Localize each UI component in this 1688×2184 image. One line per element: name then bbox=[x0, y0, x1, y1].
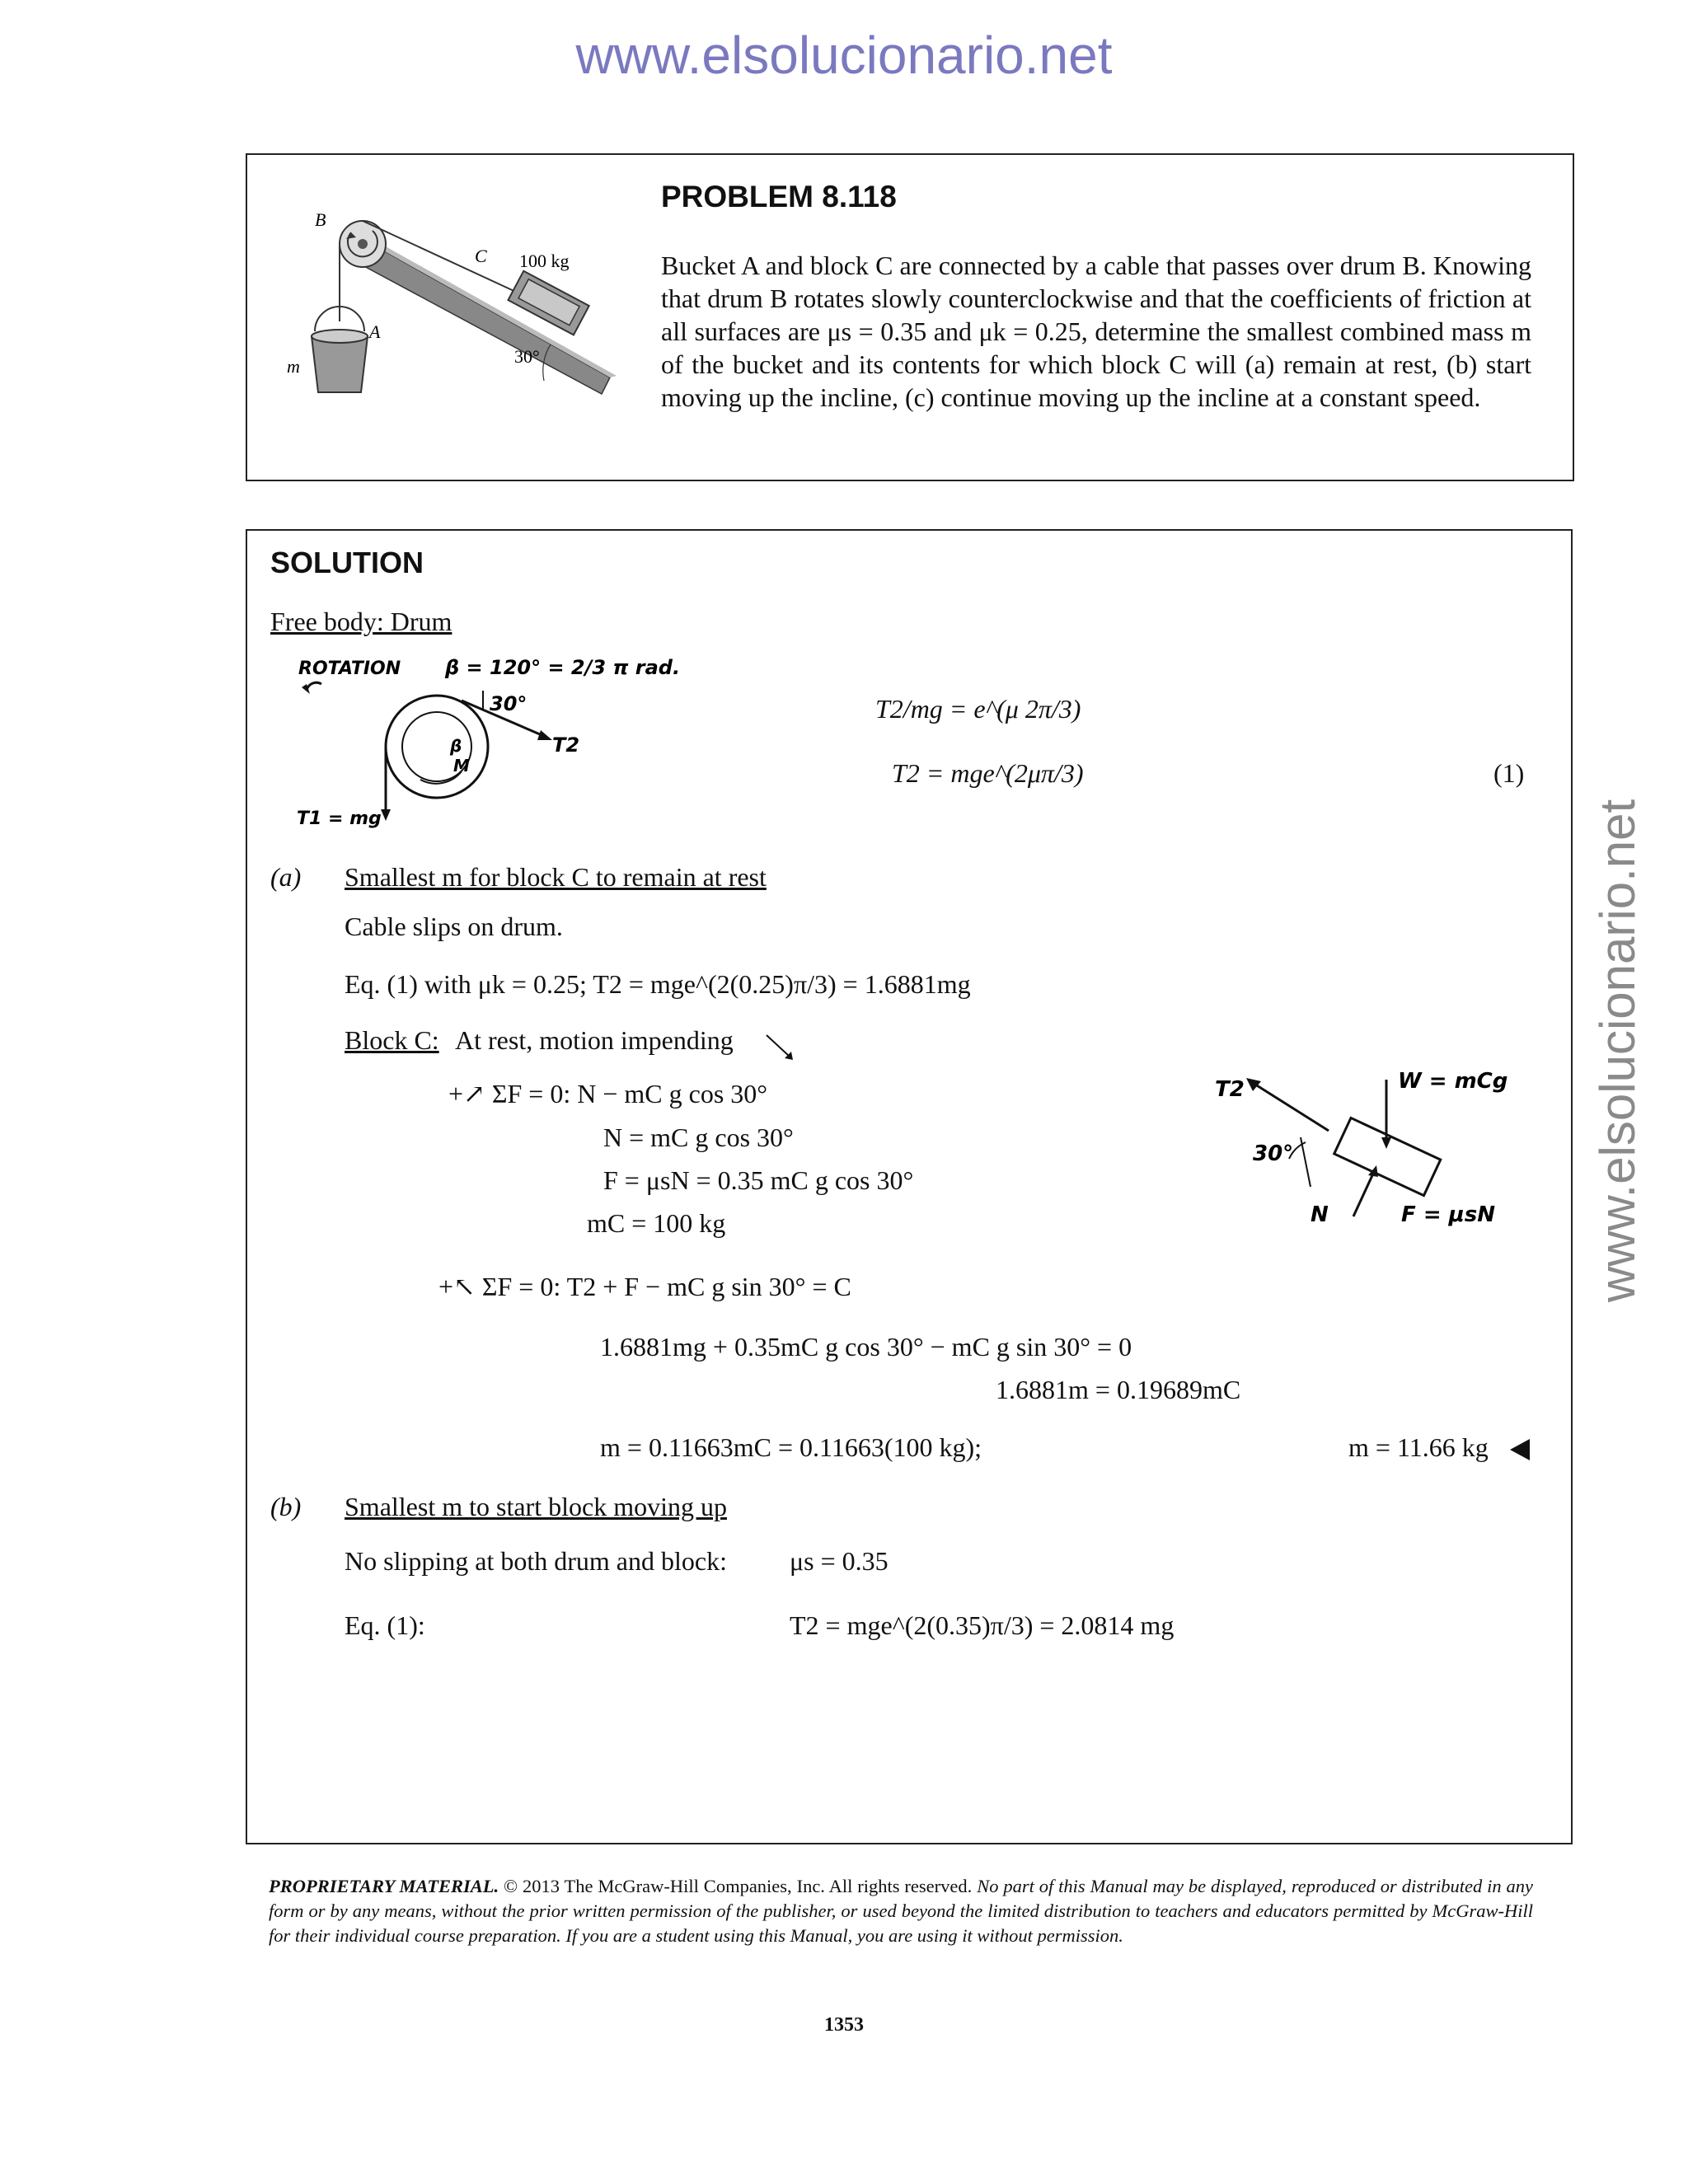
sum-forces-normal: +↗ ΣF = 0: N − mC g cos 30° bbox=[448, 1079, 768, 1108]
footer-copyright: © 2013 The McGraw-Hill Companies, Inc. All rights reserved. bbox=[504, 1876, 973, 1896]
block-c-text: At rest, motion impending bbox=[455, 1025, 734, 1055]
calc-line1: 1.6881mg + 0.35mC g cos 30° − mC g sin 30° = 0 bbox=[600, 1332, 1132, 1361]
rotation-label: ROTATION bbox=[298, 658, 401, 679]
eq1: T2 = mge^(2μπ/3) bbox=[892, 758, 1084, 788]
fbd-t2-label: T2 bbox=[1215, 1077, 1245, 1102]
part-b-heading: Smallest m to start block moving up bbox=[345, 1492, 727, 1521]
label-b: B bbox=[315, 209, 326, 230]
mc-equation: mC = 100 kg bbox=[587, 1208, 726, 1238]
part-b-eq-label: Eq. (1): bbox=[345, 1610, 425, 1640]
drum-beta-small: β bbox=[450, 736, 462, 756]
drum-m-small: M bbox=[453, 756, 470, 776]
problem-statement: Bucket A and block C are connected by a cable that passes over drum B. Knowing that drum B rotates slowly counterclockwise and that the coefficients of friction at all surfaces are μs = 0.35 and μk = 0.25, determine the smallest combined mass m of the bucket and its contents for which block C will (a) remain at rest, (b) start moving up the incline, (c) continue moving up the incline at a constant speed. bbox=[661, 251, 1531, 412]
problem-figure bbox=[272, 198, 635, 404]
footer-bold: PROPRIETARY MATERIAL. bbox=[269, 1876, 499, 1896]
part-b-label: (b) bbox=[270, 1492, 302, 1521]
watermark-side: www.elsolucionario.net bbox=[1590, 799, 1645, 1303]
drum-t1-label: T1 = mg bbox=[297, 808, 382, 829]
footer-notice bbox=[269, 1874, 1533, 1948]
fbd-w-label: W = mCg bbox=[1398, 1069, 1508, 1094]
f-equation: F = μsN = 0.35 mC g cos 30° bbox=[603, 1165, 914, 1195]
label-m: m bbox=[287, 356, 300, 377]
part-a-heading: Smallest m for block C to remain at rest bbox=[345, 862, 767, 892]
block-c-label: Block C: bbox=[345, 1025, 439, 1055]
problem-title: PROBLEM 8.118 bbox=[661, 180, 897, 213]
drum-angle-label: 30° bbox=[490, 692, 528, 715]
sum-forces-slope: +↖ ΣF = 0: T2 + F − mC g sin 30° = C bbox=[438, 1272, 851, 1301]
label-a: A bbox=[369, 321, 381, 342]
label-mass: 100 kg bbox=[519, 251, 570, 271]
fbd-angle-label: 30° bbox=[1253, 1141, 1294, 1166]
part-a-answer: m = 11.66 kg bbox=[1348, 1432, 1489, 1462]
part-a-line1: Cable slips on drum. bbox=[345, 912, 563, 941]
eq1-tag: (1) bbox=[1493, 758, 1525, 788]
part-b-line1: No slipping at both drum and block: bbox=[345, 1546, 727, 1576]
free-body-drum-heading: Free body: Drum bbox=[270, 607, 452, 636]
eq-ratio: T2/mg = e^(μ 2π/3) bbox=[875, 694, 1081, 724]
page-number: 1353 bbox=[824, 2014, 864, 2036]
watermark-top: www.elsolucionario.net bbox=[575, 26, 1113, 85]
n-equation: N = mC g cos 30° bbox=[603, 1122, 794, 1152]
drum-t2-label: T2 bbox=[552, 733, 580, 757]
answer-marker-icon bbox=[1508, 1437, 1533, 1462]
drum-sketch bbox=[288, 656, 684, 829]
solution-title: SOLUTION bbox=[270, 546, 424, 579]
block-fbd bbox=[1203, 1063, 1533, 1244]
label-angle: 30° bbox=[514, 346, 540, 367]
label-c: C bbox=[475, 246, 487, 266]
calc-line2: 1.6881m = 0.19689mC bbox=[996, 1375, 1241, 1404]
part-b-eq-value: T2 = mge^(2(0.35)π/3) = 2.0814 mg bbox=[790, 1610, 1175, 1640]
down-slope-arrow-icon bbox=[763, 1030, 796, 1063]
fbd-n-label: N bbox=[1311, 1202, 1329, 1227]
part-b-line1-value: μs = 0.35 bbox=[790, 1546, 889, 1576]
footer-rest: No part of this Manual may be displayed, reproduced or distributed in any form or by any means, without the prior written permission of the publisher, or used beyond the limited distribution to teachers and educators permitted by McGraw-Hill for their individual course preparation. If you are a student using this Manual, you are using it without permission. bbox=[269, 1876, 1534, 1946]
fbd-f-label: F = μsN bbox=[1401, 1202, 1496, 1227]
calc-line3: m = 0.11663mC = 0.11663(100 kg); bbox=[600, 1432, 982, 1462]
part-a-line2: Eq. (1) with μk = 0.25; T2 = mge^(2(0.25)π/3) = 1.6881mg bbox=[345, 969, 971, 999]
part-a-label: (a) bbox=[270, 862, 302, 892]
beta-label: β = 120° = 2/3 π rad. bbox=[445, 656, 681, 679]
